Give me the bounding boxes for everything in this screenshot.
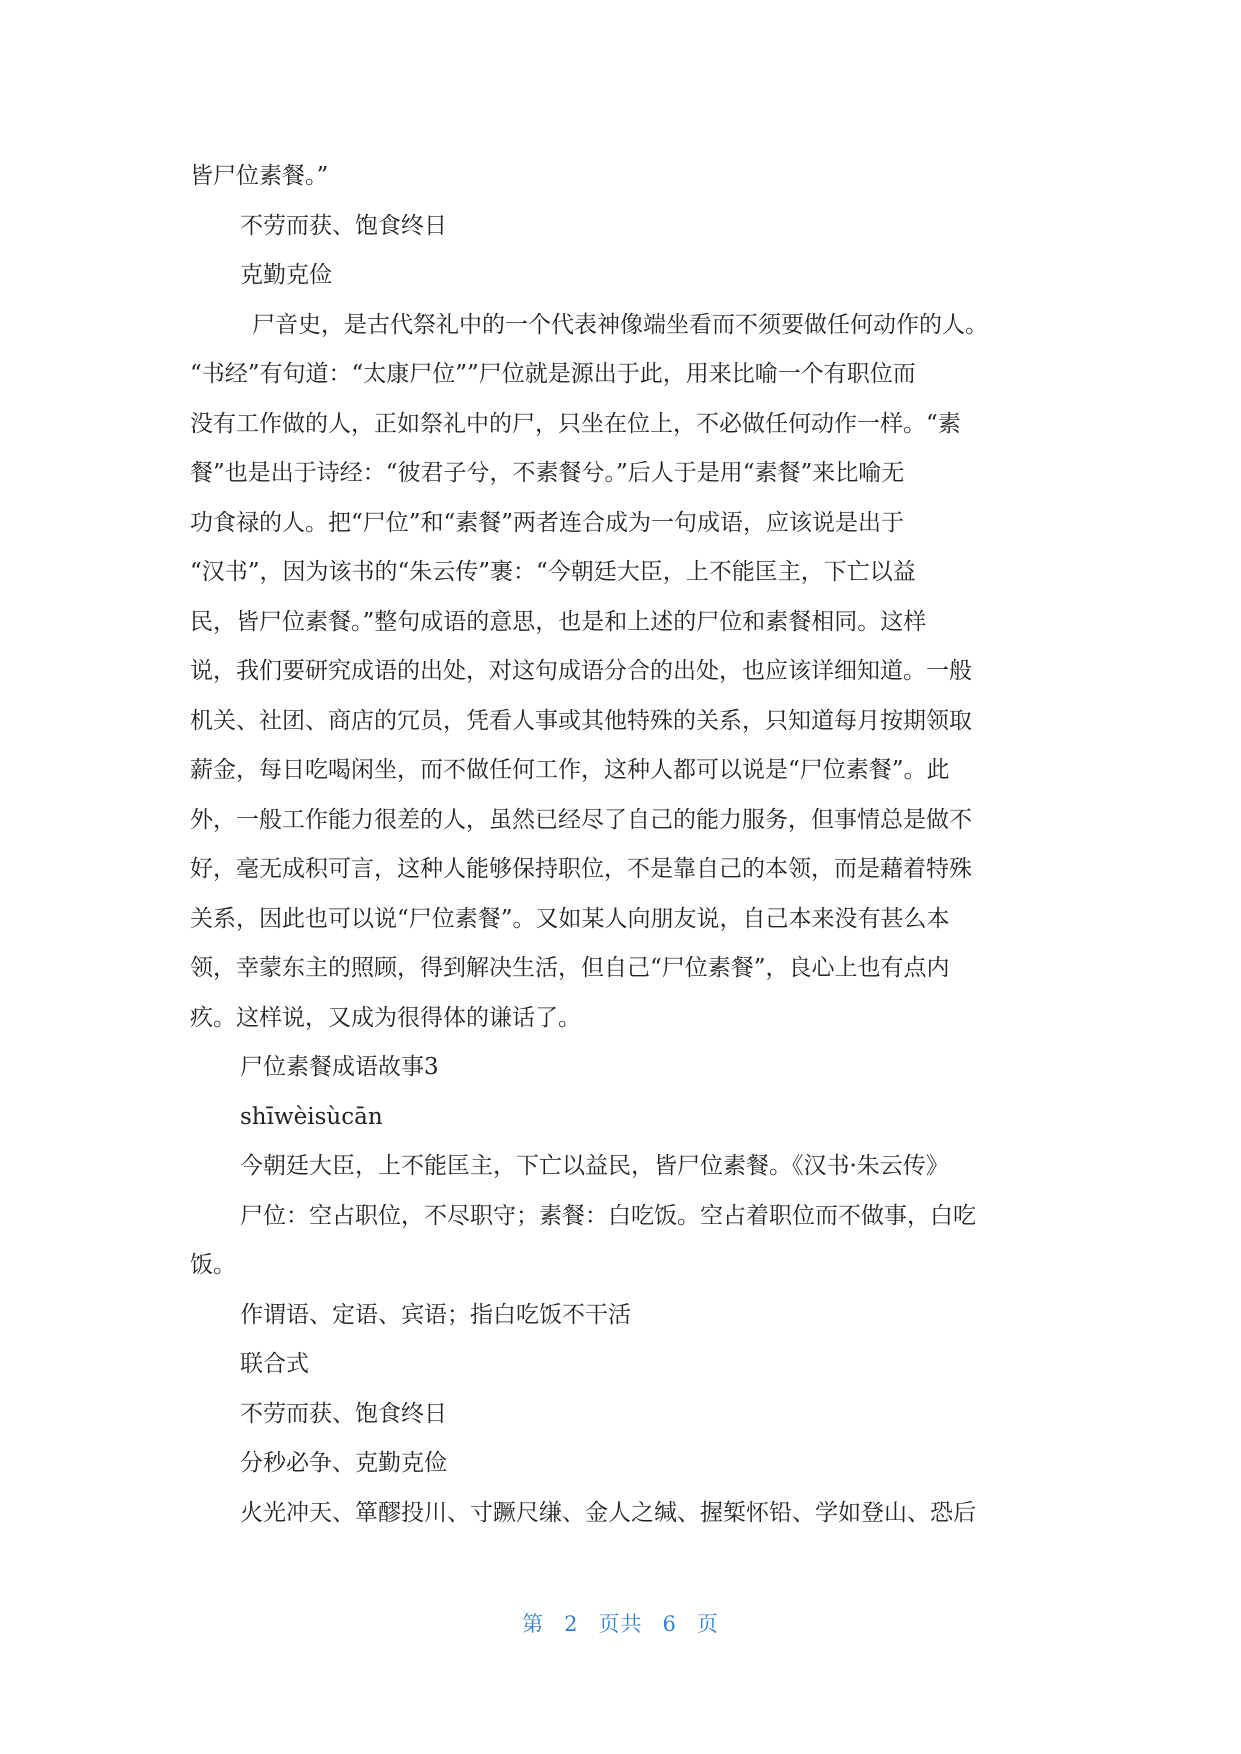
text-line: 联合式 <box>240 1351 309 1377</box>
text-line: 饭。 <box>190 1252 236 1278</box>
section-heading: 尸位素餐成语故事3 <box>240 1054 439 1080</box>
text-line: 机关、社团、商店的冗员，凭看人事或其他特殊的关系，只知道每月按期领取 <box>190 707 972 734</box>
text-line: 关系，因此也可以说“尸位素餐”。又如某人向朋友说，自己本来没有甚么本 <box>190 905 950 932</box>
text-line: 领，幸蒙东主的照顾，得到解决生活，但自己“尸位素餐”，良心上也有点内 <box>190 955 950 981</box>
pinyin-line: shīwèisùcān <box>240 1103 383 1130</box>
page-footer <box>0 1608 1241 1638</box>
footer-suffix: 页 <box>696 1612 719 1636</box>
text-line: 分秒必争、克勤克俭 <box>240 1450 447 1476</box>
text-line: 外，一般工作能力很差的人，虽然已经尽了自己的能力服务，但事情总是做不 <box>190 806 972 833</box>
text-line: 不劳而获、饱食终日 <box>240 1400 447 1427</box>
text-line: 功食禄的人。把“尸位”和“素餐”两者连合成为一句成语，应该说是出于 <box>190 509 905 536</box>
text-line: “汉书”，因为该书的“朱云传”裹：“今朝廷大臣，上不能匡主，下亡以益 <box>190 559 916 585</box>
text-line: 尸位：空占职位，不尽职守；素餐：白吃饭。空占着职位而不做事，白吃 <box>240 1202 976 1229</box>
footer-total-pages: 6 <box>662 1612 677 1636</box>
footer-middle: 页共 <box>598 1612 643 1636</box>
footer-prefix: 第 <box>522 1612 545 1636</box>
text-line: 不劳而获、饱食终日 <box>240 212 447 239</box>
text-line: 克勤克俭 <box>240 262 332 288</box>
text-line: 餐”也是出于诗经：“彼君子兮，不素餐兮。”后人于是用“素餐”来比喻无 <box>190 460 905 486</box>
text-line: 薪金，每日吃喝闲坐，而不做任何工作，这种人都可以说是“尸位素餐”。此 <box>190 757 950 783</box>
text-line: 民，皆尸位素餐。”整句成语的意思，也是和上述的尸位和素餐相同。这样 <box>190 608 927 635</box>
text-line: “书经”有句道：“太康尸位””尸位就是源出于此，用来比喻一个有职位而 <box>190 361 916 387</box>
document-body <box>190 152 1050 1538</box>
text-line: 说，我们要研究成语的出处，对这句成语分合的出处，也应该详细知道。一般 <box>190 658 972 684</box>
text-line: 作谓语、定语、宾语；指白吃饭不干活 <box>240 1301 631 1328</box>
text-line: 没有工作做的人，正如祭礼中的尸，只坐在位上，不必做任何动作一样。“素 <box>190 410 961 437</box>
text-line: 疚。这样说，又成为很得体的谦话了。 <box>190 1004 581 1031</box>
text-line: 好，毫无成积可言，这种人能够保持职位，不是靠自己的本领，而是藉着特殊 <box>190 856 972 882</box>
footer-page-number: 2 <box>564 1612 579 1636</box>
text-line: 皆尸位素餐。” <box>190 163 329 189</box>
text-line: 今朝廷大臣，上不能匡主，下亡以益民，皆尸位素餐。《汉书·朱云传》 <box>240 1153 949 1179</box>
text-line: 火光冲天、箪醪投川、寸蹶尺缣、金人之缄、握椠怀铅、学如登山、恐后 <box>240 1499 976 1526</box>
paragraph-first-line: 尸音史，是古代祭礼中的一个代表神像端坐看而不须要做任何动作的人。 <box>252 311 988 338</box>
